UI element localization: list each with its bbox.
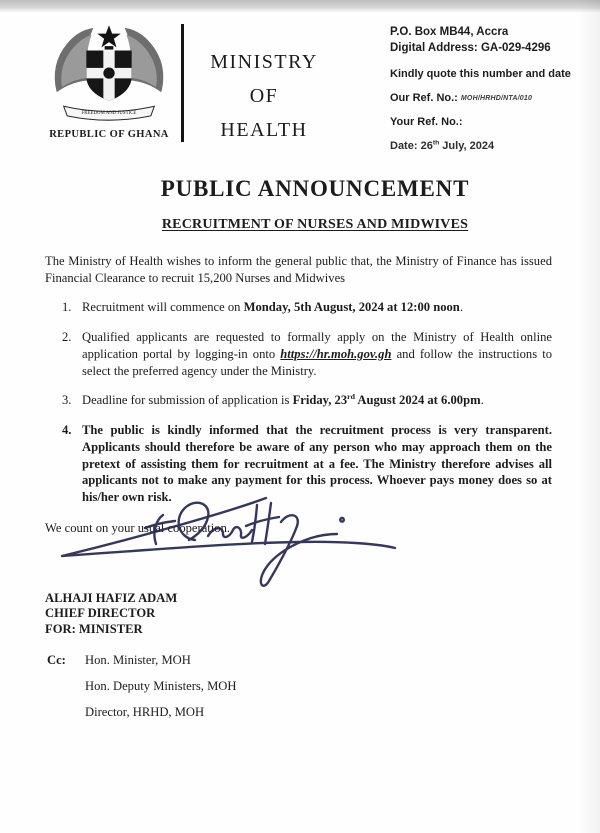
intro-paragraph: The Ministry of Health wishes to inform the general public that, the Ministry of Finance has issued Financial Clearance to recruit 15,200 Nurses and Midwives [45, 254, 552, 285]
item-2-pre: Qualified applicants are requested to formally apply on the Ministry of Health online application portal by logging-in onto [82, 330, 552, 361]
item-3-bold [293, 393, 481, 407]
your-ref-label: Your Ref. No.: [390, 115, 463, 128]
quote-note: Kindly quote this number and date [390, 68, 571, 81]
list-item-1 [45, 299, 552, 316]
date-day: 26 [417, 139, 433, 152]
black-star-icon [97, 25, 121, 47]
cc-recipient-1: Hon. Minister, MOH [85, 652, 191, 667]
letterhead [45, 22, 585, 154]
item-3-bold-pre: Friday, 23 [292, 393, 348, 408]
item-1-text [82, 299, 552, 316]
signatory-name: ALHAJI HAFIZ ADAM [45, 590, 178, 605]
item-2-text [82, 329, 552, 379]
date-rest: July, 2024 [439, 139, 495, 152]
ministry-line-3: HEALTH [220, 119, 308, 141]
closing-line: We count on your usual cooperation. [45, 520, 231, 535]
date-ordinal: th [432, 138, 440, 146]
item-1-number: 1. [62, 300, 72, 315]
application-portal-url: https://hr.moh.gov.gh [280, 346, 392, 361]
cc-recipient-3: Director, HRHD, MOH [85, 704, 205, 719]
list-item-3 [45, 392, 552, 409]
item-4-number: 4. [62, 423, 72, 438]
cc-list [85, 653, 236, 731]
item-3-text [82, 392, 552, 409]
ghana-coat-of-arms-icon [48, 22, 170, 126]
ministry-line-1: MINISTRY [210, 51, 318, 73]
date-label: Date: [390, 139, 418, 152]
item-4-text: The public is kindly informed that the recruitment process is very transparent. Applicants should therefore be aware of any person who may approach them on the pretext of assisting them for recruitment at a fee. The Ministry therefore advises all applicants not to make any payment for this process. Whoever pays money does so at his/her own risk. [82, 423, 552, 505]
cc-recipient-2: Hon. Deputy Ministers, MOH [85, 678, 237, 693]
signatory-title: CHIEF DIRECTOR [45, 606, 156, 621]
emblem-block [45, 22, 173, 140]
banner-motto: FREEDOM AND JUSTICE [81, 111, 137, 117]
item-3-number: 3. [62, 393, 72, 408]
announcement-list [45, 299, 585, 505]
item-3-pre: Deadline for submission of application is [82, 393, 293, 408]
signatory-for: FOR: MINISTER [45, 622, 143, 637]
page-subtitle-text: RECRUITMENT OF NURSES AND MIDWIVES [161, 217, 469, 232]
po-box-line: P.O. Box MB44, Accra [390, 26, 509, 38]
your-ref-line [390, 115, 585, 130]
our-ref-line [390, 91, 585, 106]
star-base [105, 46, 114, 49]
cc-label: Cc: [47, 652, 66, 667]
item-3-bold-post: August 2024 at 6.00pm [354, 393, 481, 408]
letterhead-divider [181, 24, 184, 142]
ministry-name [194, 52, 334, 154]
ministry-line-2: OF [249, 85, 279, 107]
item-1-pre: Recruitment will commence on [82, 300, 244, 315]
contact-gap [390, 56, 585, 67]
contact-block [390, 25, 585, 153]
our-ref-value: MOH/HRHD/NTA/010 [460, 94, 533, 102]
item-3-ordinal: rd [347, 392, 355, 402]
item-1-post: . [459, 300, 463, 315]
item-3-post: . [480, 393, 484, 408]
date-line [390, 139, 585, 154]
page-subtitle [45, 217, 585, 233]
cc-block [45, 653, 585, 731]
signatory-block [45, 591, 585, 638]
list-item-2 [45, 329, 552, 379]
our-ref-label: Our Ref. No.: [390, 91, 458, 104]
shield-center-medallion [103, 67, 114, 78]
digital-address-line: Digital Address: GA-029-4296 [390, 41, 551, 54]
item-2-number: 2. [62, 330, 72, 345]
page-title: PUBLIC ANNOUNCEMENT [160, 176, 470, 201]
item-1-bold: Monday, 5th August, 2024 at 12:00 noon [243, 300, 460, 315]
item-2-post: and follow the instructions to select the preferred agency under the Ministry. [82, 346, 552, 378]
list-item-4 [45, 422, 552, 506]
emblem-caption: REPUBLIC OF GHANA [49, 129, 169, 140]
